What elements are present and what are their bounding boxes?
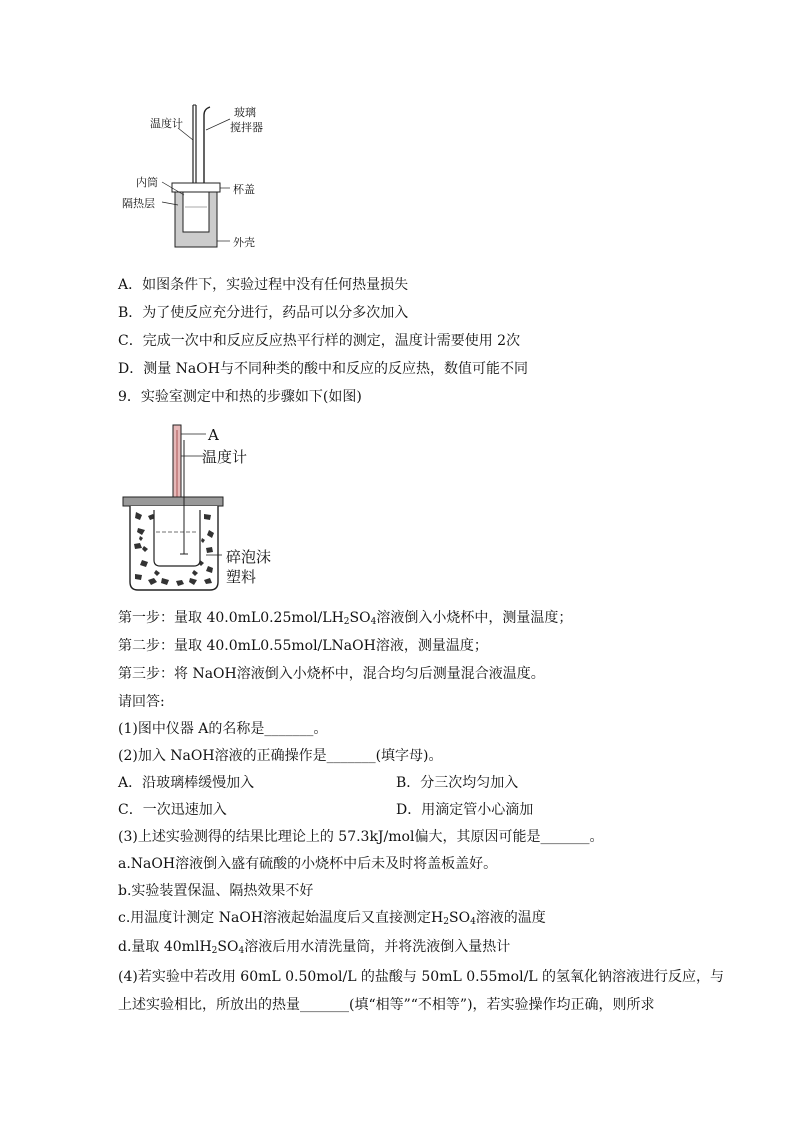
step-3: 第三步：将 NaOH溶液倒入小烧杯中，混合均匀后测量混合液温度。 <box>118 666 545 682</box>
label-insulation: 隔热层 <box>122 197 155 210</box>
sub3-d-text-b: 溶液后用水清洗量筒，并将洗液倒入量热计 <box>244 939 511 955</box>
sub3-option-a: a.NaOH溶液倒入盛有硫酸的小烧杯中后未及时将盖板盖好。 <box>118 856 498 872</box>
formula-h2so4 <box>431 910 476 926</box>
sub3-d-text-a: d.量取 40ml <box>118 939 200 955</box>
sub-question-4-line-2: 上述实验相比，所放出的热量_______(填“相等”“不相等”)，若实验操作均正确，则所求 <box>118 997 655 1013</box>
sub2-option-d: D．用滴定管小心滴加 <box>396 802 534 818</box>
sub-question-2: (2)加入 NaOH溶液的正确操作是_______(填字母)。 <box>118 748 443 764</box>
step-1-text-b: 溶液倒入小烧杯中，测量温度； <box>376 610 573 626</box>
sub3-option-b: b.实验装置保温、隔热效果不好 <box>118 883 314 899</box>
sub3-option-d <box>118 938 510 960</box>
formula-so: SO <box>448 910 471 926</box>
formula-so: SO <box>217 939 239 955</box>
formula-h2so4 <box>199 939 244 955</box>
sub-question-1: (1)图中仪器 A的名称是_______。 <box>118 721 328 737</box>
label-foam-1: 碎泡沫 <box>226 548 272 566</box>
sub2-option-b: B．分三次均匀加入 <box>396 775 519 791</box>
formula-sub-2: 2 <box>443 917 449 927</box>
sub2-option-a: A．沿玻璃棒缓慢加入 <box>118 775 255 791</box>
sub-question-4-line-1: (4)若实验中若改用 60mL 0.50mol/L 的盐酸与 50mL 0.55mol/L 的氢氧化钠溶液进行反应，与 <box>118 969 725 985</box>
label-shell: 外壳 <box>233 236 255 249</box>
option-8c: C．完成一次中和反应反应热平行样的测定，温度计需要使用 2次 <box>118 333 521 349</box>
step-1 <box>118 609 572 631</box>
label-a: A <box>208 426 219 444</box>
formula-sub-4: 4 <box>370 617 377 627</box>
step-2: 第二步：量取 40.0mL0.55mol/LNaOH溶液，测量温度； <box>118 638 488 654</box>
calorimeter-figure <box>122 95 270 270</box>
formula-h: H <box>431 910 444 926</box>
formula-sub-2: 2 <box>211 946 218 956</box>
option-8a: A．如图条件下，实验过程中没有任何热量损失 <box>118 277 409 293</box>
formula-h2so4 <box>332 610 377 626</box>
label-thermometer: 温度计 <box>150 117 183 130</box>
beaker-figure <box>118 420 272 598</box>
answer-prompt: 请回答: <box>118 694 165 710</box>
formula-h: H <box>199 939 212 955</box>
formula-so: SO <box>349 610 371 626</box>
question-9-title: 9．实验室测定中和热的步骤如下(如图) <box>118 389 362 405</box>
formula-sub-2: 2 <box>343 617 350 627</box>
step-1-text-a: 第一步：量取 40.0mL0.25mol/L <box>118 610 332 626</box>
option-8b: B．为了使反应充分进行，药品可以分多次加入 <box>118 305 409 321</box>
formula-sub-4: 4 <box>470 917 476 927</box>
sub3-c-text-b: 溶液的温度 <box>475 910 546 926</box>
label-thermometer-2: 温度计 <box>202 448 248 466</box>
label-lid: 杯盖 <box>233 183 255 196</box>
label-inner-cup: 内筒 <box>136 176 158 189</box>
label-stirrer-1: 玻璃 <box>234 106 256 119</box>
formula-sub-4: 4 <box>238 946 245 956</box>
sub-question-3: (3)上述实验测得的结果比理论上的 57.3kJ/mol偏大，其原因可能是_______。 <box>118 829 604 845</box>
sub3-c-text-a: c.用温度计测定 NaOH溶液起始温度后又直接测定 <box>118 910 432 926</box>
formula-h: H <box>331 610 344 626</box>
label-stirrer-2: 搅拌器 <box>230 121 263 134</box>
sub3-option-c <box>118 909 546 931</box>
label-foam-2: 塑料 <box>226 568 257 586</box>
sub2-option-c: C．一次迅速加入 <box>118 802 227 818</box>
option-8d: D．测量 NaOH与不同种类的酸中和反应的反应热，数值可能不同 <box>118 361 528 377</box>
